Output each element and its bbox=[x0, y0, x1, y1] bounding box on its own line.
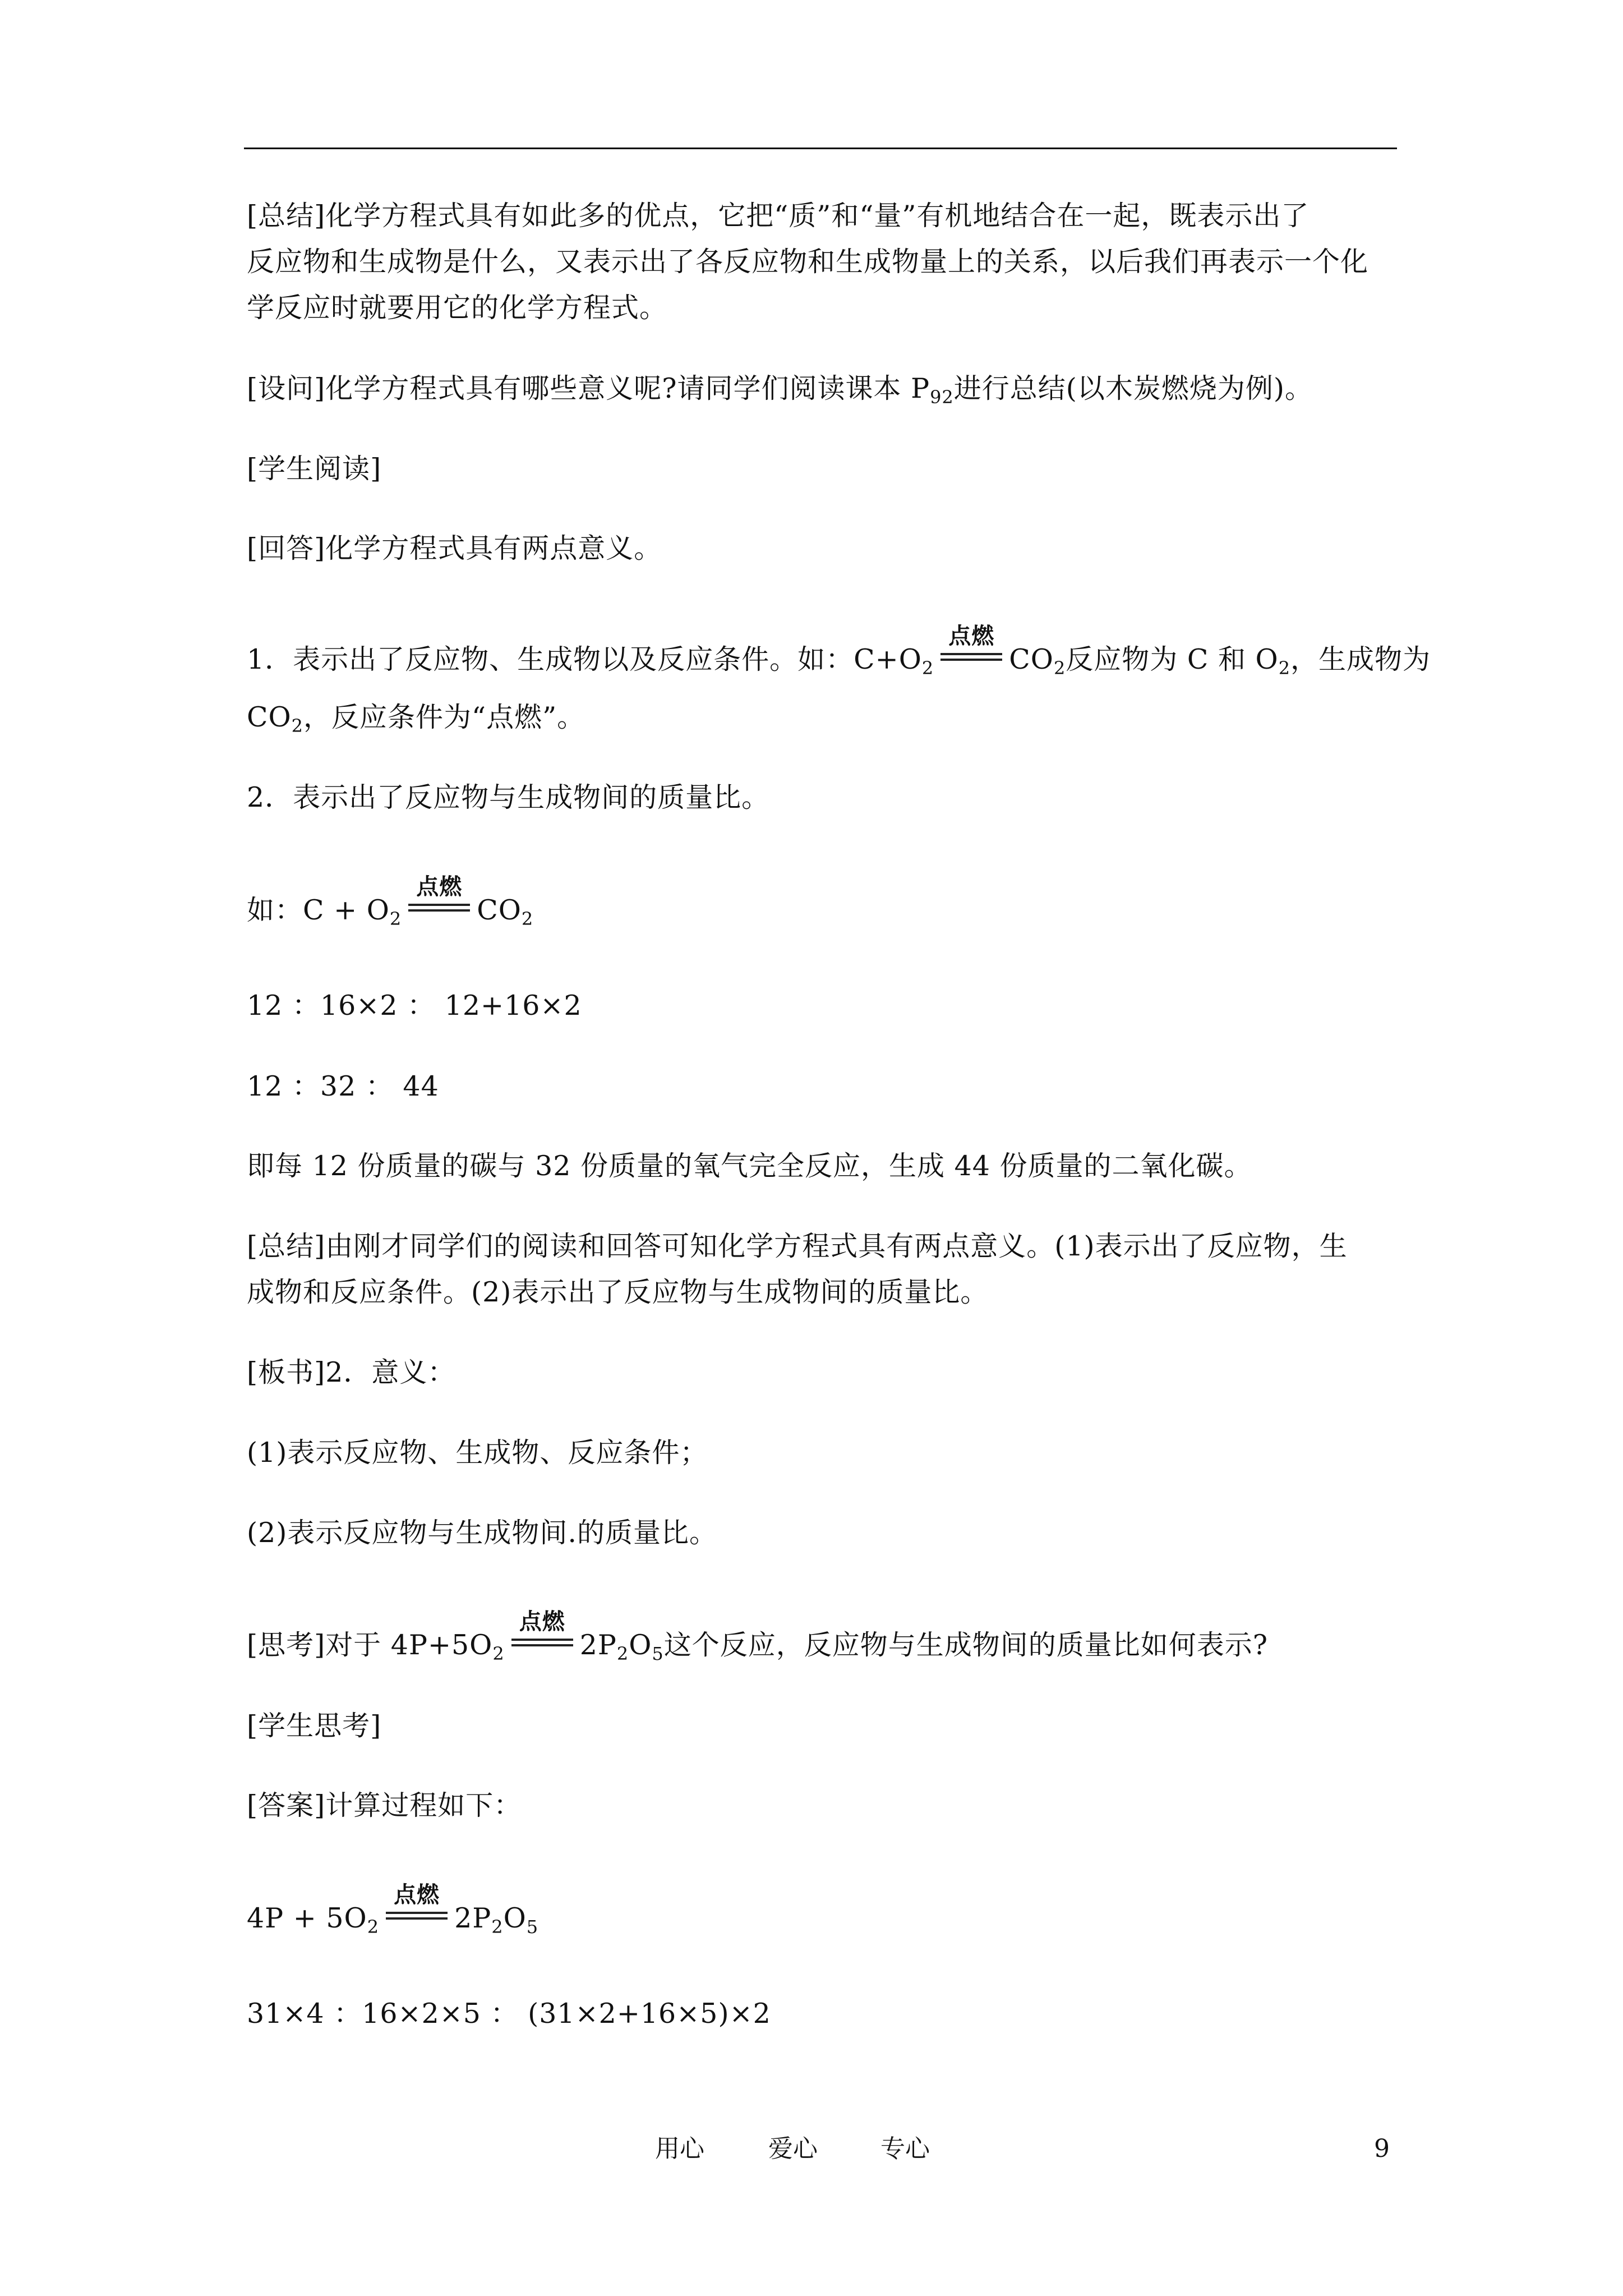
student-read-line: [学生阅读] bbox=[247, 453, 382, 485]
summary2-line-1: [总结]由刚才同学们的阅读和回答可知化学方程式具有两点意义。(1)表示出了反应物，生 bbox=[247, 1230, 1348, 1262]
board-item-1: (1)表示反应物、生成物、反应条件； bbox=[247, 1437, 708, 1469]
calc-equation: $4P + 5O_2$ 点燃 $2P_2O_5$ bbox=[247, 1881, 539, 1938]
ratio-line-1: 12 ：16×2 ： 12+16×2 bbox=[247, 990, 582, 1022]
ratio-line-2: 12 ：32 ： 44 bbox=[247, 1070, 439, 1102]
footer-text-3: 专心 bbox=[880, 2134, 930, 2163]
meaning-line: 即每 12 份质量的碳与 32 份质量的氧气完全反应，生成 44 份质量的二氧化碳。 bbox=[247, 1150, 1252, 1182]
question-line: [设问]化学方程式具有哪些意义呢?请同学们阅读课本 $P_{92}$进行总结(以木炭燃烧为例)。 bbox=[247, 372, 1313, 408]
summary-line-3: 学反应时就要用它的化学方程式。 bbox=[247, 292, 668, 324]
answer-line: [回答]化学方程式具有两点意义。 bbox=[247, 532, 662, 564]
header-rule bbox=[244, 148, 1397, 149]
calc-ratio-line: 31×4 ：16×2×5 ： (31×2+16×5)×2 bbox=[247, 1998, 771, 2030]
point-1-line-2: $CO_2$，反应条件为“点燃”。 bbox=[247, 701, 585, 737]
example-equation: 如：$C + O_2$ 点燃 $CO_2$ bbox=[247, 873, 534, 930]
board-item-2: (2)表示反应物与生成物间.的质量比。 bbox=[247, 1517, 717, 1549]
think-line: [思考]对于 $4P+5O_2$ 点燃 $2P_2O_5$这个反应，反应物与生成物间的质量比如何表示? bbox=[247, 1608, 1269, 1664]
answer2-line: [答案]计算过程如下： bbox=[247, 1789, 522, 1821]
reaction-arrow: 点燃 bbox=[509, 1636, 575, 1659]
reaction-arrow: 点燃 bbox=[938, 651, 1004, 673]
reaction-arrow: 点燃 bbox=[406, 901, 472, 924]
reaction-arrow: 点燃 bbox=[384, 1910, 450, 1932]
point-1-line-1: 1．表示出了反应物、生成物以及反应条件。如：$C+O_2$ 点燃 $CO_2$反应物为 C 和 $O_2$，生成物为 bbox=[247, 623, 1431, 679]
page-number: 9 bbox=[1374, 2134, 1390, 2163]
footer-text-2: 爱心 bbox=[768, 2134, 818, 2163]
point-2-line: 2．表示出了反应物与生成物间的质量比。 bbox=[247, 781, 770, 813]
board-line: [板书]2．意义： bbox=[247, 1356, 456, 1388]
summary2-line-2: 成物和反应条件。(2)表示出了反应物与生成物间的质量比。 bbox=[247, 1276, 989, 1308]
summary-line-2: 反应物和生成物是什么，又表示出了各反应物和生成物量上的关系，以后我们再表示一个化 bbox=[247, 246, 1369, 278]
summary-line-1: [总结]化学方程式具有如此多的优点，它把“质”和“量”有机地结合在一起，既表示出了 bbox=[247, 200, 1310, 232]
footer-text-1: 用心 bbox=[655, 2134, 704, 2163]
student-think-line: [学生思考] bbox=[247, 1710, 382, 1742]
